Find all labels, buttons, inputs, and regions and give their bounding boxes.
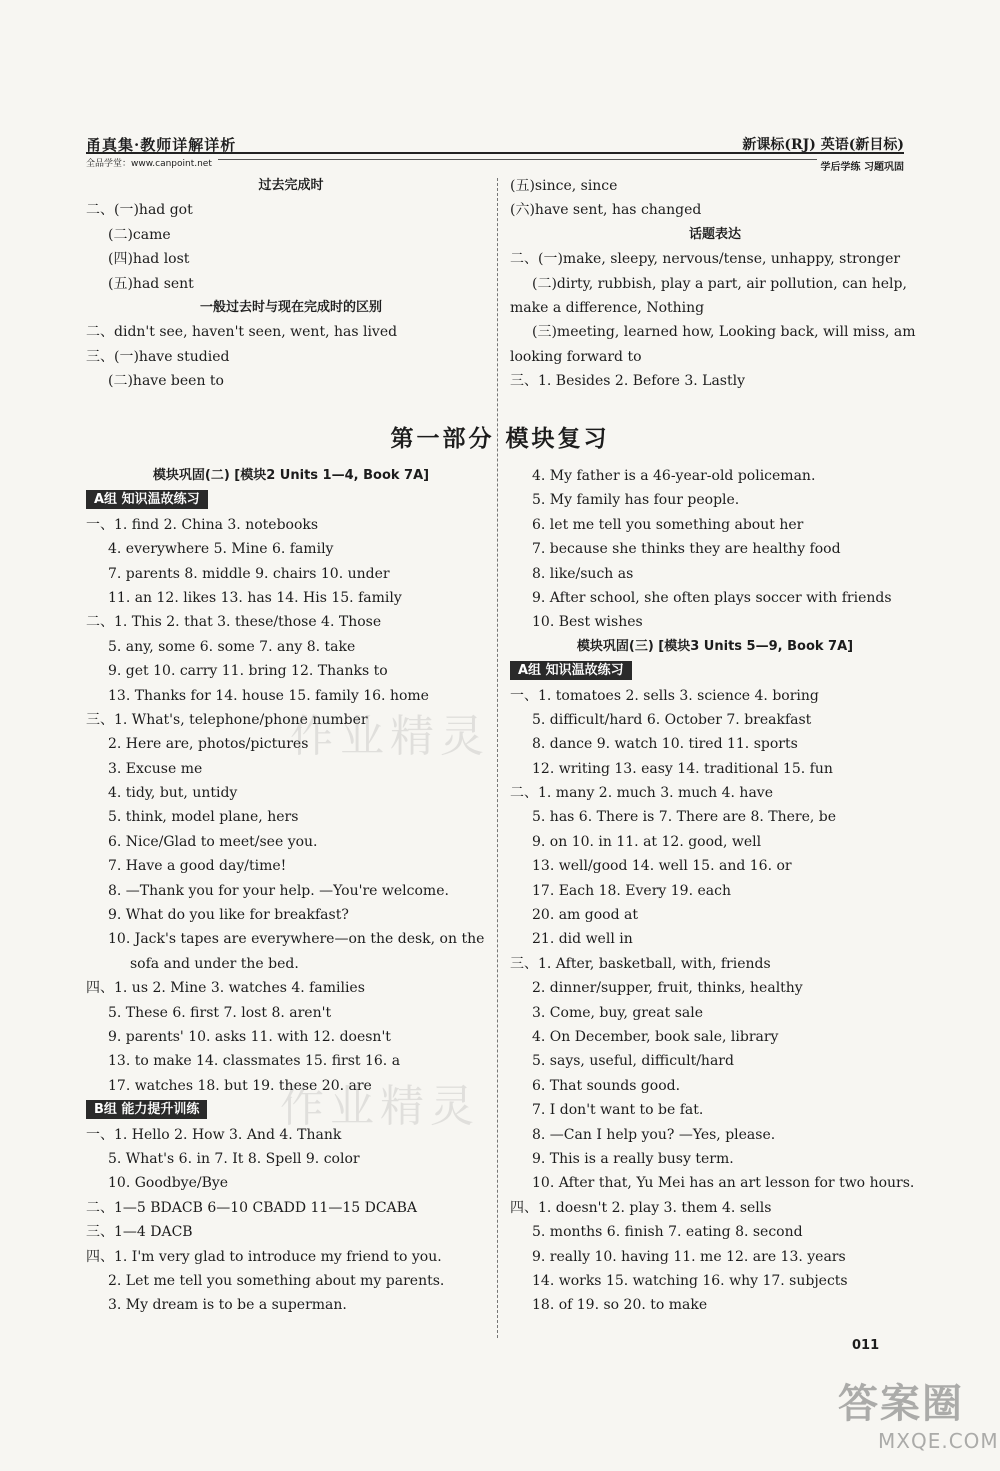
answer-line: 三、1—4 DACB bbox=[86, 1224, 193, 1241]
module-title: 模块巩固(二) [模块2 Units 1—4, Book 7A] bbox=[152, 468, 430, 483]
answer-line: 8. like/such as bbox=[532, 565, 634, 582]
answer-line: 8. —Can I help you? —Yes, please. bbox=[532, 1126, 776, 1143]
answer-line: 3. Come, buy, great sale bbox=[532, 1004, 703, 1021]
answer-line: (二)came bbox=[108, 226, 171, 243]
site-logo bbox=[838, 1372, 999, 1453]
book-title: 甬真集·教师详解详析 bbox=[86, 136, 237, 154]
answer-line: 17. Each 18. Every 19. each bbox=[532, 882, 731, 899]
page-number: 011 bbox=[852, 1338, 880, 1353]
answer-line: 8. —Thank you for your help. —You're welcome. bbox=[108, 882, 449, 899]
answer-line: 过去完成时 bbox=[258, 178, 324, 193]
answer-line: 11. an 12. likes 13. has 14. His 15. family bbox=[108, 589, 402, 606]
answer-line: 5. These 6. first 7. lost 8. aren't bbox=[108, 1004, 332, 1021]
answer-line: 10. Jack's tapes are everywhere—on the desk, on the bbox=[108, 931, 485, 948]
answer-line: 13. well/good 14. well 15. and 16. or bbox=[532, 858, 792, 875]
answer-line: 7. Have a good day/time! bbox=[108, 858, 287, 875]
answer-line: 14. works 15. watching 16. why 17. subjects bbox=[532, 1272, 848, 1289]
right-continued-lines bbox=[510, 464, 920, 635]
answer-line: 5. think, model plane, hers bbox=[108, 809, 299, 826]
answer-line: 10. After that, Yu Mei has an art lesson for two hours. bbox=[532, 1175, 915, 1192]
answer-line: 三、1. What's, telephone/phone number bbox=[86, 711, 368, 728]
page-header bbox=[86, 132, 904, 172]
answer-line: 二、1. many 2. much 3. much 4. have bbox=[510, 785, 773, 802]
answer-line: 17. watches 18. but 19. these 20. are bbox=[108, 1077, 372, 1094]
answer-line: (五)had sent bbox=[108, 275, 194, 292]
top-left-answers bbox=[86, 174, 496, 394]
module-title: 模块巩固(三) [模块3 Units 5—9, Book 7A] bbox=[576, 638, 854, 654]
answer-line: 9. parents' 10. asks 11. with 12. doesn't bbox=[108, 1028, 391, 1045]
answer-line: 三、(一)have studied bbox=[86, 348, 230, 365]
answer-line: 一、1. Hello 2. How 3. And 4. Thank bbox=[86, 1126, 342, 1143]
answer-line: 6. Nice/Glad to meet/see you. bbox=[108, 833, 318, 850]
answer-line: 9. This is a really busy term. bbox=[532, 1150, 734, 1167]
answer-line: 6. let me tell you something about her bbox=[532, 516, 804, 533]
answer-line: (五)since, since bbox=[510, 178, 618, 194]
answer-line: 二、didn't see, haven't seen, went, has lived bbox=[86, 324, 398, 341]
answer-line: 6. That sounds good. bbox=[532, 1077, 681, 1094]
answer-line: 12. writing 13. easy 14. traditional 15. fun bbox=[532, 760, 833, 777]
answer-line: (二)have been to bbox=[108, 373, 224, 390]
answer-line: make a difference, Nothing bbox=[510, 299, 705, 316]
answer-line: 20. am good at bbox=[532, 907, 638, 924]
answer-line: 13. Thanks for 14. house 15. family 16. home bbox=[108, 687, 429, 704]
answer-line: 3. My dream is to be a superman. bbox=[108, 1297, 347, 1314]
answer-line: 2. dinner/supper, fruit, thinks, healthy bbox=[532, 980, 803, 997]
answer-line: (三)meeting, learned how, Looking back, will miss, am bbox=[532, 324, 916, 341]
answer-line: 二、1. This 2. that 3. these/those 4. Those bbox=[86, 614, 382, 631]
answer-line: 5. has 6. There is 7. There are 8. There, be bbox=[532, 809, 837, 826]
answer-line: 三、1. After, basketball, with, friends bbox=[510, 955, 771, 972]
group-a-badge: A组 知识温故练习 bbox=[86, 490, 208, 509]
answer-line: 5. months 6. finish 7. eating 8. second bbox=[532, 1224, 803, 1241]
answer-line: 13. to make 14. classmates 15. first 16. a bbox=[108, 1053, 401, 1070]
header-tags: 学后学练 习题巩固 bbox=[817, 158, 904, 173]
answer-line: 9. get 10. carry 11. bring 12. Thanks to bbox=[108, 663, 388, 680]
answer-line: 话题表达 bbox=[688, 226, 741, 242]
answer-line: 二、(一)had got bbox=[86, 202, 193, 219]
right-column bbox=[510, 464, 920, 1318]
answer-line: 10. Best wishes bbox=[532, 614, 643, 631]
logo-url: MXQE.COM bbox=[878, 1429, 999, 1453]
answer-line: 4. tidy, but, untidy bbox=[108, 785, 238, 802]
left-group-b-lines bbox=[86, 1123, 496, 1318]
watermark: 作业精灵 bbox=[280, 1081, 480, 1132]
answer-line: 9. After school, she often plays soccer with friends bbox=[532, 589, 892, 606]
answer-line: 4. everywhere 5. Mine 6. family bbox=[108, 541, 334, 558]
answer-line: 9. really 10. having 11. me 12. are 13. years bbox=[532, 1248, 846, 1265]
answer-line: 二、1—5 BDACB 6—10 CBADD 11—15 DCABA bbox=[86, 1199, 418, 1216]
answer-line: 2. Here are, photos/pictures bbox=[108, 736, 309, 753]
website-label: 全品学堂：www.canpoint.net bbox=[86, 156, 218, 169]
answer-line: (四)had lost bbox=[108, 251, 190, 268]
answer-line: 7. parents 8. middle 9. chairs 10. under bbox=[108, 565, 390, 582]
answer-line: 5. What's 6. in 7. It 8. Spell 9. color bbox=[108, 1150, 360, 1167]
left-column bbox=[86, 464, 496, 1318]
answer-line: 一、1. find 2. China 3. notebooks bbox=[86, 516, 319, 533]
answer-line: 3. Excuse me bbox=[108, 760, 203, 777]
answer-line: 三、1. Besides 2. Before 3. Lastly bbox=[510, 373, 745, 390]
answer-line: 一、1. tomatoes 2. sells 3. science 4. boring bbox=[510, 687, 819, 704]
group-a-badge: A组 知识温故练习 bbox=[510, 661, 632, 680]
answer-line: 5. My family has four people. bbox=[532, 492, 740, 509]
answer-line: 四、1. I'm very glad to introduce my friend to you. bbox=[86, 1248, 442, 1265]
answer-line: 5. difficult/hard 6. October 7. breakfast bbox=[532, 711, 812, 728]
answer-line: 21. did well in bbox=[532, 931, 633, 948]
section-title: 第一部分 模块复习 bbox=[390, 425, 610, 452]
answer-line: 一般过去时与现在完成时的区别 bbox=[199, 299, 382, 315]
answer-line: 9. on 10. in 11. at 12. good, well bbox=[532, 833, 762, 850]
answer-line: (六)have sent, has changed bbox=[510, 202, 702, 219]
watermark: 作业精灵 bbox=[290, 711, 490, 762]
answer-line: 二、(一)make, sleepy, nervous/tense, unhappy, stronger bbox=[510, 251, 901, 268]
group-b-badge: B组 能力提升训练 bbox=[86, 1100, 207, 1119]
answer-line: 四、1. doesn't 2. play 3. them 4. sells bbox=[510, 1199, 772, 1216]
answer-line: 5. says, useful, difficult/hard bbox=[532, 1053, 734, 1070]
answer-line: 2. Let me tell you something about my parents. bbox=[108, 1272, 445, 1289]
answer-line: 4. On December, book sale, library bbox=[532, 1028, 779, 1045]
answer-line: 四、1. us 2. Mine 3. watches 4. families bbox=[86, 980, 365, 997]
edition-label: 新课标(RJ) 英语(新目标) bbox=[742, 137, 904, 153]
answer-line: 10. Goodbye/Bye bbox=[108, 1175, 229, 1192]
logo-text: 答案圈 bbox=[838, 1381, 964, 1427]
top-right-answers bbox=[510, 174, 920, 394]
answer-line: 18. of 19. so 20. to make bbox=[532, 1297, 708, 1314]
right-group-a-lines bbox=[510, 684, 920, 1318]
left-group-a-lines bbox=[86, 513, 496, 1098]
answer-line: 7. I don't want to be fat. bbox=[532, 1102, 704, 1119]
answer-line: looking forward to bbox=[510, 348, 642, 365]
answer-line: (二)dirty, rubbish, play a part, air pollution, can help, bbox=[532, 275, 907, 292]
answer-line: 5. any, some 6. some 7. any 8. take bbox=[108, 638, 356, 655]
answer-line: 8. dance 9. watch 10. tired 11. sports bbox=[532, 736, 798, 753]
answer-line: 9. What do you like for breakfast? bbox=[108, 907, 349, 924]
answer-line: 4. My father is a 46-year-old policeman. bbox=[532, 468, 816, 484]
answer-line: 7. because she thinks they are healthy food bbox=[532, 541, 841, 558]
answer-line: sofa and under the bed. bbox=[130, 955, 299, 972]
column-divider bbox=[497, 178, 498, 1338]
